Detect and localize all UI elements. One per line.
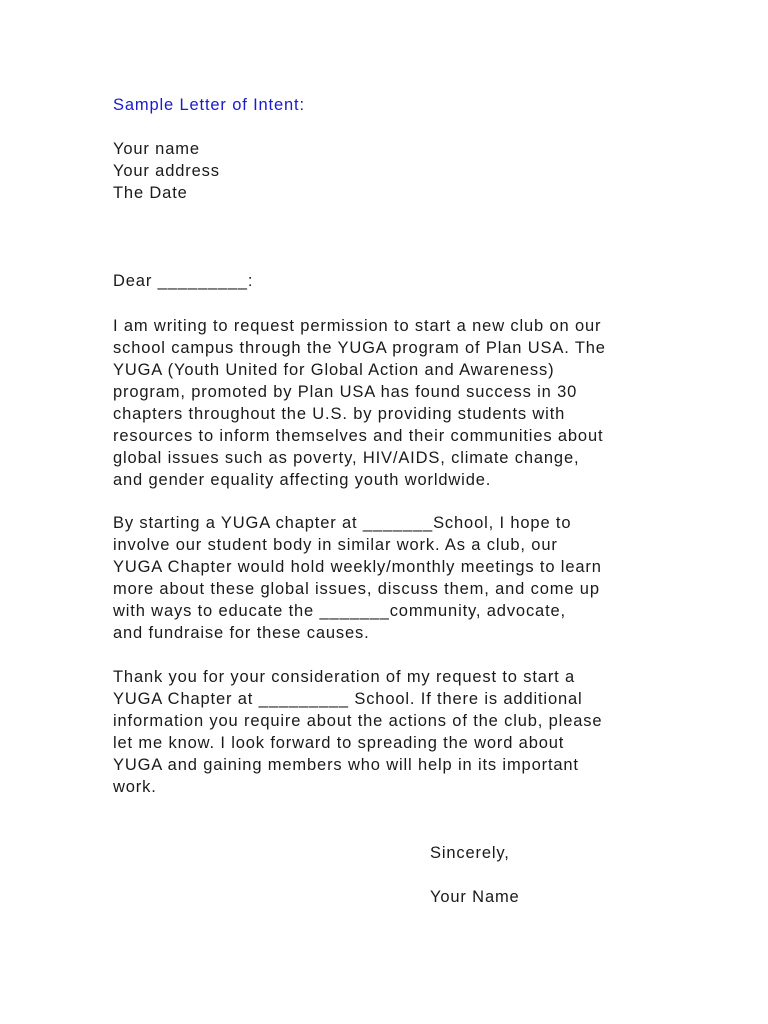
paragraph-line: and fundraise for these causes. bbox=[113, 624, 370, 642]
sender-name: Your name bbox=[113, 140, 200, 158]
paragraph-line: resources to inform themselves and their communities about bbox=[113, 427, 604, 445]
paragraph-line: YUGA (Youth United for Global Action and Awareness) bbox=[113, 361, 555, 379]
paragraph-line: I am writing to request permission to start a new club on our bbox=[113, 317, 602, 335]
paragraph-line: and gender equality affecting youth worldwide. bbox=[113, 471, 492, 489]
salutation: Dear _________: bbox=[113, 272, 254, 290]
closing: Sincerely, bbox=[430, 844, 510, 862]
paragraph-2 bbox=[113, 512, 602, 644]
paragraph-line: with ways to educate the _______community, advocate, bbox=[113, 602, 566, 620]
sender-block bbox=[113, 138, 220, 204]
paragraph-line: work. bbox=[113, 778, 157, 796]
paragraph-3 bbox=[113, 666, 602, 798]
paragraph-line: information you require about the actions of the club, please bbox=[113, 712, 603, 730]
paragraph-line: chapters throughout the U.S. by providing students with bbox=[113, 405, 566, 423]
paragraph-line: program, promoted by Plan USA has found success in 30 bbox=[113, 383, 578, 401]
paragraph-line: Thank you for your consideration of my request to start a bbox=[113, 668, 576, 686]
paragraph-line: YUGA Chapter would hold weekly/monthly meetings to learn bbox=[113, 558, 602, 576]
paragraph-line: YUGA and gaining members who will help in its important bbox=[113, 756, 579, 774]
paragraph-line: YUGA Chapter at _________ School. If there is additional bbox=[113, 690, 583, 708]
paragraph-line: school campus through the YUGA program of Plan USA. The bbox=[113, 339, 606, 357]
paragraph-line: more about these global issues, discuss them, and come up bbox=[113, 580, 600, 598]
spacer bbox=[430, 864, 520, 886]
paragraph-line: involve our student body in similar work. As a club, our bbox=[113, 536, 558, 554]
paragraph-line: global issues such as poverty, HIV/AIDS, climate change, bbox=[113, 449, 580, 467]
letter-date: The Date bbox=[113, 184, 188, 202]
sender-address: Your address bbox=[113, 162, 220, 180]
signature-name: Your Name bbox=[430, 888, 520, 906]
paragraph-line: let me know. I look forward to spreading the word about bbox=[113, 734, 565, 752]
document-title: Sample Letter of Intent: bbox=[113, 96, 305, 114]
paragraph-line: By starting a YUGA chapter at _______School, I hope to bbox=[113, 514, 572, 532]
paragraph-1 bbox=[113, 315, 606, 491]
signature-block bbox=[430, 842, 520, 908]
